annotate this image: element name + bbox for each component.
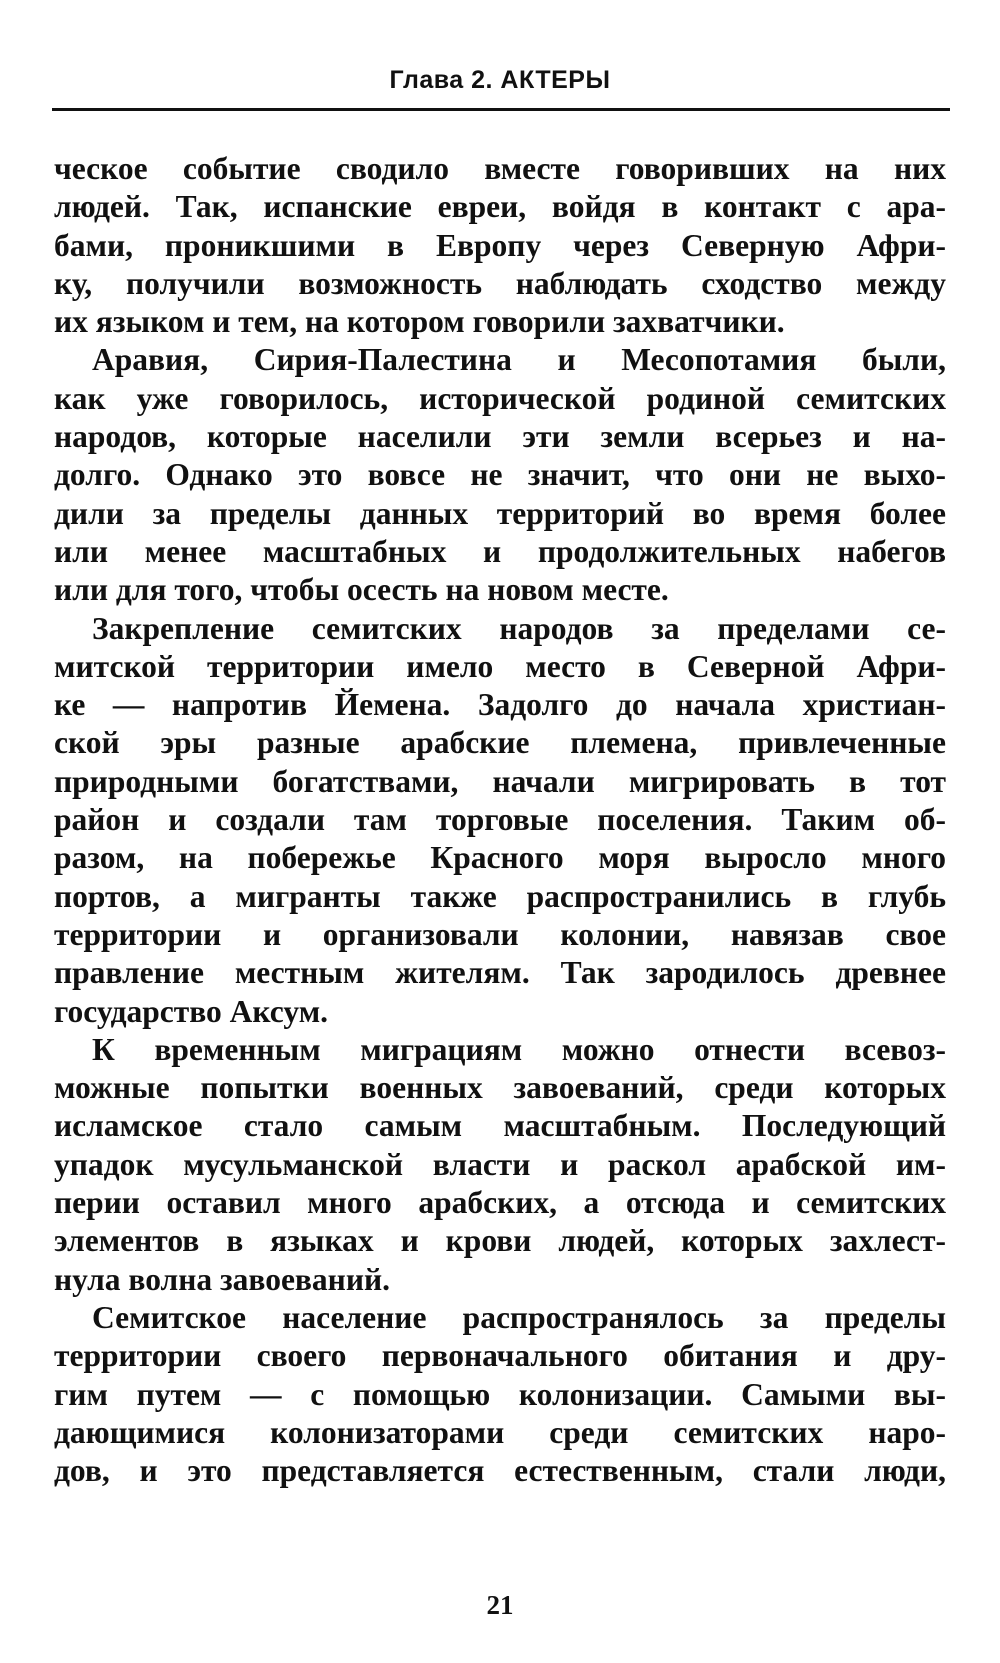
text-line: Аравия, Сирия-Палестина и Месопотамия были,	[92, 342, 946, 378]
text-line: правление местным жителям. Так зародилось древнее	[54, 955, 946, 991]
running-header: Глава 2. АКТЕРЫ	[389, 66, 611, 94]
text-line: ческое событие сводило вместе говоривших на них	[54, 151, 946, 186]
text-line: бами, проникшими в Европу через Северную Афри-	[54, 227, 946, 263]
text-line: Семитское население распространялось за пределы	[92, 1299, 946, 1335]
text-line: как уже говорилось, исторической родиной семитских	[54, 380, 946, 416]
text-line: государство Аксум.	[54, 993, 329, 1029]
text-line: упадок мусульманской власти и раскол арабской им-	[54, 1146, 946, 1182]
text-line: гим путем — с помощью колонизации. Самыми вы-	[54, 1376, 946, 1412]
text-line: ской эры разные арабские племена, привлеченные	[54, 725, 946, 761]
text-line: дов, и это представляется естественным, стали люди,	[54, 1453, 946, 1489]
text-line: нула волна завоеваний.	[54, 1261, 391, 1297]
page-number: 21	[486, 1590, 514, 1620]
text-line: или менее масштабных и продолжительных набегов	[54, 533, 946, 569]
text-line: ку, получили возможность наблюдать сходство между	[54, 265, 946, 301]
text-line: разом, на побережье Красного моря выросло много	[54, 840, 946, 876]
text-line: территории своего первоначального обитания и дру-	[54, 1338, 946, 1374]
text-line: К временным миграциям можно отнести всевоз-	[92, 1031, 946, 1067]
text-line: район и создали там торговые поселения. Таким об-	[54, 802, 946, 838]
text-line: ке — напротив Йемена. Задолго до начала христиан-	[54, 687, 946, 723]
text-line: дающимися колонизаторами среди семитских наро-	[54, 1414, 946, 1450]
text-line: или для того, чтобы осесть на новом месте.	[54, 572, 669, 608]
text-line: долго. Однако это вовсе не значит, что они не выхо-	[54, 457, 946, 493]
text-line: Закрепление семитских народов за пределами се-	[92, 610, 946, 646]
text-line: можные попытки военных завоеваний, среди которых	[54, 1070, 946, 1106]
header-rule	[52, 108, 950, 111]
text-line: портов, а мигранты также распространились в глубь	[54, 878, 946, 914]
text-line: территории и организовали колонии, навязав свое	[54, 916, 946, 952]
text-line: исламское стало самым масштабным. Последующий	[54, 1108, 946, 1144]
text-line: перии оставил много арабских, а отсюда и семитских	[54, 1185, 946, 1221]
text-line: дили за пределы данных территорий во время более	[54, 495, 946, 531]
body-text	[54, 150, 946, 1490]
text-line: природными богатствами, начали мигрировать в тот	[54, 763, 946, 799]
text-line: элементов в языках и крови людей, которых захлест-	[54, 1223, 946, 1259]
text-line: их языком и тем, на котором говорили захватчики.	[54, 304, 785, 340]
text-line: людей. Так, испанские евреи, войдя в контакт с ара-	[54, 189, 946, 225]
text-line: народов, которые населили эти земли всерьез и на-	[54, 419, 946, 455]
text-line: митской территории имело место в Северной Афри-	[54, 648, 946, 684]
